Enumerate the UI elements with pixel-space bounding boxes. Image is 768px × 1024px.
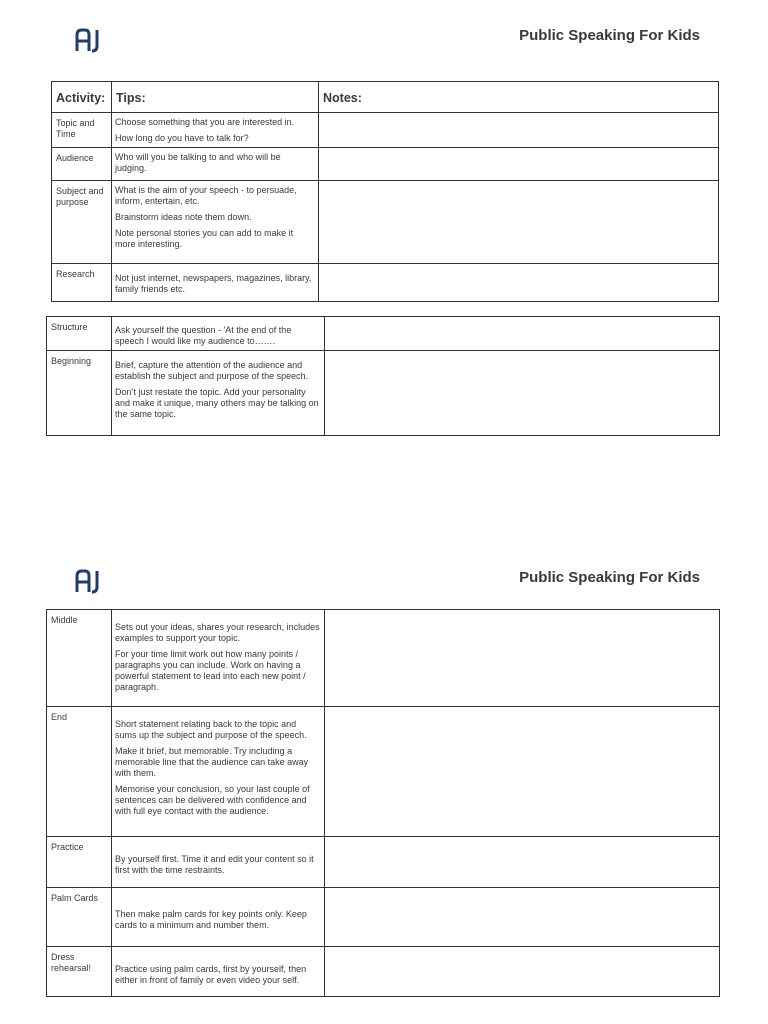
notes-cell[interactable] bbox=[325, 317, 720, 351]
page-title: Public Speaking For Kids bbox=[519, 569, 700, 586]
tip-text: Ask yourself the question - 'At the end of the speech I would like my audience to……. bbox=[115, 325, 292, 346]
column-header-notes: Notes: bbox=[319, 82, 719, 113]
column-header-activity: Activity: bbox=[52, 82, 112, 113]
table-row bbox=[47, 317, 720, 351]
activity-cell: Audience bbox=[52, 148, 112, 181]
table-row bbox=[47, 707, 720, 837]
tip-text: How long do you have to talk for? bbox=[115, 133, 249, 143]
tips-cell bbox=[112, 707, 325, 837]
activity-cell: End bbox=[47, 707, 112, 837]
tips-cell bbox=[112, 113, 319, 148]
notes-cell[interactable] bbox=[325, 707, 720, 837]
structure-table bbox=[46, 316, 720, 436]
tip-text: For your time limit work out how many points / paragraphs you can include. Work on having a powerful statement to lead into each new point / paragraph. bbox=[115, 649, 306, 692]
page-title: Public Speaking For Kids bbox=[519, 27, 700, 44]
activity-cell: Structure bbox=[47, 317, 112, 351]
tips-cell bbox=[112, 837, 325, 888]
tip-text: Practice using palm cards, first by yourself, then either in front of family or even video your self. bbox=[115, 964, 307, 985]
activity-cell: Dress rehearsal! bbox=[47, 947, 112, 997]
notes-cell[interactable] bbox=[325, 610, 720, 707]
notes-cell[interactable] bbox=[325, 947, 720, 997]
tip-text: Memorise your conclusion, so your last couple of sentences can be delivered with confidence and with full eye contact with the audience. bbox=[115, 784, 310, 816]
column-header-tips: Tips: bbox=[112, 82, 319, 113]
table-header-row bbox=[52, 82, 719, 113]
logo-icon bbox=[74, 568, 102, 594]
table-row bbox=[47, 947, 720, 997]
notes-cell[interactable] bbox=[325, 837, 720, 888]
notes-cell[interactable] bbox=[319, 264, 719, 302]
table-row bbox=[52, 181, 719, 264]
tip-text: Brief, capture the attention of the audience and establish the subject and purpose of the speech. bbox=[115, 360, 309, 381]
tip-text: Then make palm cards for key points only. Keep cards to a minimum and number them. bbox=[115, 909, 307, 930]
tip-text: Don’t just restate the topic. Add your personality and make it unique, many others may be talking on the same topic. bbox=[115, 387, 319, 419]
tip-text: Short statement relating back to the topic and sums up the subject and purpose of the speech. bbox=[115, 719, 307, 740]
notes-cell[interactable] bbox=[325, 351, 720, 436]
tips-cell bbox=[112, 888, 325, 947]
tip-text: Make it brief, but memorable. Try including a memorable line that the audience can take away with them. bbox=[115, 746, 309, 778]
activity-cell: Research bbox=[52, 264, 112, 302]
activity-cell: Beginning bbox=[47, 351, 112, 436]
table-row bbox=[47, 888, 720, 947]
activity-table bbox=[51, 81, 719, 302]
activity-cell: Subject and purpose bbox=[52, 181, 112, 264]
tips-cell bbox=[112, 351, 325, 436]
notes-cell[interactable] bbox=[325, 888, 720, 947]
activity-cell: Middle bbox=[47, 610, 112, 707]
tip-text: What is the aim of your speech - to persuade, inform, entertain, etc. bbox=[115, 185, 297, 206]
table-row bbox=[52, 264, 719, 302]
tips-cell bbox=[112, 148, 319, 181]
tip-text: Note personal stories you can add to make it more interesting. bbox=[115, 228, 294, 249]
tip-text: Brainstorm ideas note them down. bbox=[115, 212, 252, 222]
activity-cell: Topic and Time bbox=[52, 113, 112, 148]
tip-text: Not just internet, newspapers, magazines, library, family friends etc. bbox=[115, 273, 312, 294]
table-row bbox=[52, 148, 719, 181]
tips-cell bbox=[112, 610, 325, 707]
tips-cell bbox=[112, 947, 325, 997]
notes-cell[interactable] bbox=[319, 181, 719, 264]
tip-text: Who will you be talking to and who will be judging. bbox=[115, 152, 281, 173]
activity-cell: Practice bbox=[47, 837, 112, 888]
tips-cell bbox=[112, 181, 319, 264]
notes-cell[interactable] bbox=[319, 148, 719, 181]
table-row bbox=[47, 837, 720, 888]
tips-cell bbox=[112, 317, 325, 351]
notes-cell[interactable] bbox=[319, 113, 719, 148]
tip-text: Choose something that you are interested in. bbox=[115, 117, 295, 127]
table-row bbox=[47, 610, 720, 707]
logo-icon bbox=[74, 27, 102, 53]
tip-text: By yourself first. Time it and edit your content so it first with the time restraints. bbox=[115, 854, 314, 875]
tips-cell bbox=[112, 264, 319, 302]
tip-text: Sets out your ideas, shares your research, includes examples to support your topic. bbox=[115, 622, 320, 643]
activity-cell: Palm Cards bbox=[47, 888, 112, 947]
activity-table-continued bbox=[46, 609, 720, 997]
table-row bbox=[47, 351, 720, 436]
table-row bbox=[52, 113, 719, 148]
